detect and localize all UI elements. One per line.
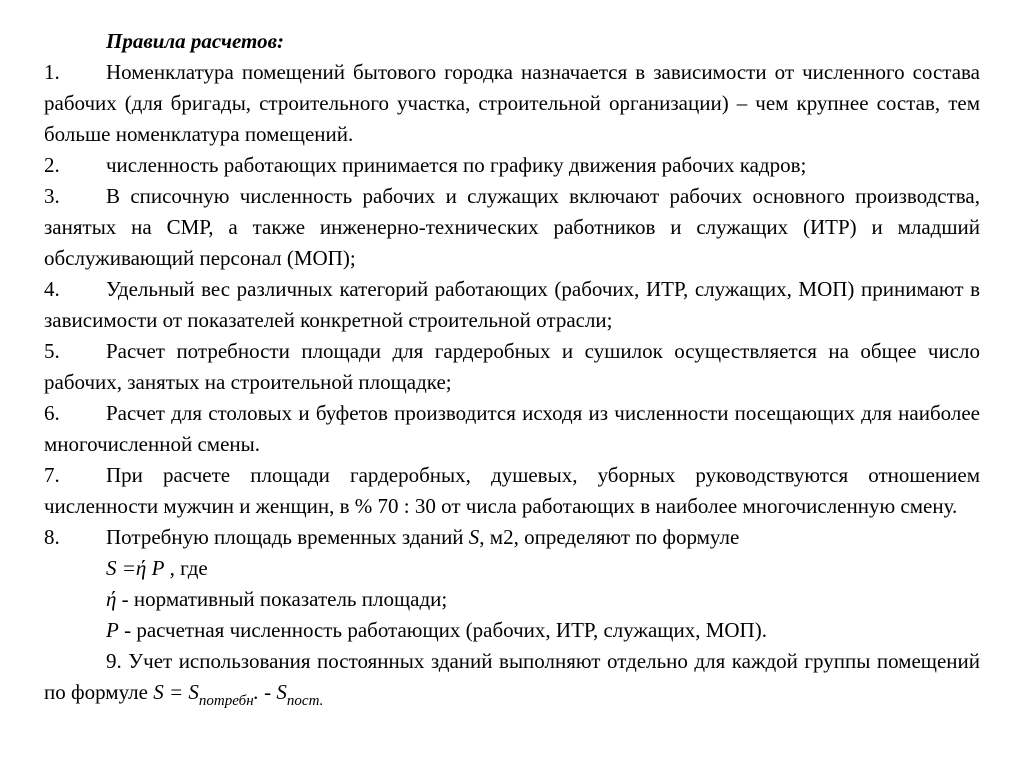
item-number: 1. — [44, 60, 60, 84]
item-number: 7. — [44, 463, 60, 487]
formula-tail: , где — [164, 556, 208, 580]
item-text: При расчете площади гардеробных, душевых, уборных руководствуются отношением численности мужчин и женщин, в % 70 : 30 от числа работающих в наиболее многочисленную смену. — [44, 463, 980, 518]
formula-minus-part: . - S — [253, 680, 287, 704]
list-item — [44, 150, 980, 181]
item-number: 5. — [44, 339, 60, 363]
item-number: 2. — [44, 153, 60, 177]
formula-main — [44, 553, 980, 584]
variable-s: S — [468, 525, 480, 549]
item-text: Номенклатура помещений бытового городка назначается в зависимости от численного состава рабочих (для бригады, строительного участка, строительной организации) – чем крупнее состав, тем больше номенклатура помещений. — [44, 60, 980, 146]
formula-s-part: S = S — [153, 680, 199, 704]
item-text-after: , м2, определяют по формуле — [479, 525, 740, 549]
definition-p — [44, 615, 980, 646]
item-9-paragraph — [44, 646, 980, 708]
item-text: Расчет потребности площади для гардеробных и сушилок осуществляется на общее число рабочих, занятых на строительной площадке; — [44, 339, 980, 394]
document-page — [44, 26, 980, 708]
item-text: В списочную численность рабочих и служащих включают рабочих основного производства, занятых на СМР, а также инженерно-технических работников и служащих (ИТР) и младший обслуживающий персонал (МОП); — [44, 184, 980, 270]
item-text: численность работающих принимается по графику движения рабочих кадров; — [106, 153, 807, 177]
item-text: Удельный вес различных категорий работающих (рабочих, ИТР, служащих, МОП) принимают в зависимости от показателей конкретной строительной отрасли; — [44, 277, 980, 332]
list-item — [44, 460, 980, 522]
item-number: 3. — [44, 184, 60, 208]
list-item — [44, 398, 980, 460]
definition-text: - нормативный показатель площади; — [116, 587, 448, 611]
definition-text: - расчетная численность работающих (рабочих, ИТР, служащих, МОП). — [118, 618, 767, 642]
item-number: 4. — [44, 277, 60, 301]
item-9-text: 9. Учет использования постоянных зданий выполняют отдельно для каждой группы помещений по формуле — [44, 649, 980, 704]
symbol-eta: ή — [106, 587, 117, 611]
symbol-p: P — [106, 618, 119, 642]
item-text-before: Потребную площадь временных зданий — [106, 525, 469, 549]
item-text: Расчет для столовых и буфетов производится исходя из численности посещающих для наиболее многочисленной смены. — [44, 401, 980, 456]
item-number: 6. — [44, 401, 60, 425]
formula-expression: S =ή P — [106, 556, 165, 580]
definition-eta — [44, 584, 980, 615]
list-item — [44, 336, 980, 398]
subscript-post: пост. — [286, 693, 324, 709]
list-item — [44, 57, 980, 150]
subscript-potrebn: потребн — [198, 693, 254, 709]
list-item-8 — [44, 522, 980, 553]
list-item — [44, 274, 980, 336]
item-number: 8. — [44, 525, 60, 549]
list-item — [44, 181, 980, 274]
document-title: Правила расчетов: — [106, 29, 284, 53]
